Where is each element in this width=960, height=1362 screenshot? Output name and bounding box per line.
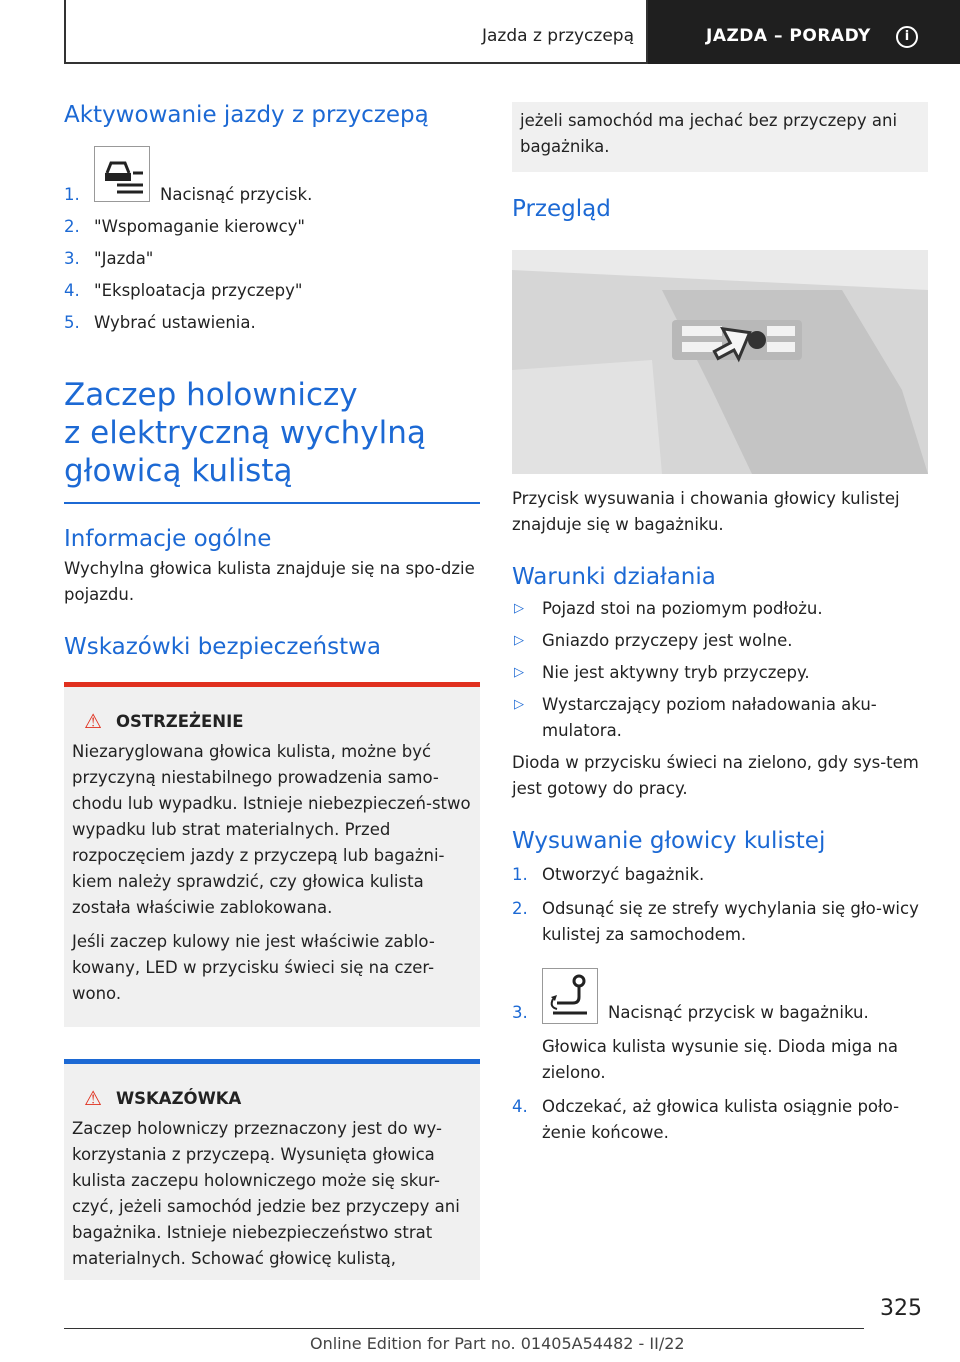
header-chapter-title: JAZDA – PORADY: [706, 26, 871, 46]
step-text: "Jazda": [94, 249, 154, 268]
general-text: Wychylna głowica kulista znajduje się na spo-dzie pojazdu.: [64, 559, 475, 604]
info-icon: i: [896, 26, 918, 48]
list-item: [64, 214, 480, 240]
step-subtext: Głowica kulista wysunie się. Dioda miga na zielono.: [542, 1037, 899, 1082]
condition-text: Nie jest aktywny tryb przyczepy.: [542, 663, 810, 682]
warning-triangle-icon: ⚠: [84, 1086, 102, 1110]
warning-triangle-icon: ⚠: [84, 709, 102, 733]
list-item: [512, 896, 928, 948]
led-text: Dioda w przycisku świeci na zielono, gdy sys-tem jest gotowy do pracy.: [512, 753, 919, 798]
warning-title: [72, 709, 472, 733]
condition-text: Gniazdo przyczepy jest wolne.: [542, 631, 793, 650]
note-box: [64, 1059, 480, 1280]
warning-paragraph: Niezaryglowana głowica kulista, możne być przyczyną niestabilnego prowadzenia samo-chodu lub wypadku. Istnieje niebezpieczeń-stwo wypadku lub strat materialnych. Przed rozpoczęciem jazdy z przyczepą lub bagażni-kiem należy sprawdzić, czy głowica kulista została właściwie zablokowana.: [72, 742, 471, 917]
tow-hitch-button-icon: [542, 968, 598, 1024]
main-heading-line: głowicą kulistą: [64, 453, 293, 489]
warning-paragraph: Jeśli zaczep kulowy nie jest właściwie zablo-kowany, LED w przycisku świeci się na czer-wono.: [72, 932, 435, 1003]
step-text: Odczekać, aż głowica kulista osiągnie poło-żenie końcowe.: [542, 1097, 900, 1142]
list-item: [512, 968, 928, 1086]
overview-heading: Przegląd: [512, 196, 611, 222]
right-column: [512, 100, 928, 1146]
step-number: 4.: [64, 281, 80, 300]
footer-divider: [64, 1328, 864, 1329]
step-text: "Eksploatacja przyczepy": [94, 281, 303, 300]
list-item: [64, 146, 480, 208]
list-item: [64, 246, 480, 272]
note-title-text: WSKAZÓWKA: [115, 1088, 242, 1108]
step-number: 5.: [64, 313, 80, 332]
step-number: 1.: [64, 185, 80, 204]
header-section-title: Jazda z przyczepą: [482, 26, 634, 46]
list-item: [512, 628, 928, 654]
step-text: Otworzyć bagażnik.: [542, 865, 705, 884]
step-number: 4.: [512, 1097, 528, 1116]
activation-heading: Aktywowanie jazdy z przyczepą: [64, 102, 429, 128]
main-heading-line: Zaczep holowniczy: [64, 377, 358, 413]
page-number: 325: [880, 1296, 922, 1321]
warning-box: [64, 682, 480, 1027]
conditions-list: [512, 596, 928, 744]
condition-text: Pojazd stoi na poziomym podłożu.: [542, 599, 823, 618]
list-item: [512, 1094, 928, 1146]
list-item: [512, 692, 928, 744]
step-number: 2.: [64, 217, 80, 236]
extend-heading: Wysuwanie głowicy kulistej: [512, 828, 826, 854]
bullet-triangle-icon: ▷: [514, 665, 524, 680]
bullet-triangle-icon: ▷: [514, 633, 524, 648]
note-paragraph: jeżeli samochód ma jechać bez przyczepy ani bagażnika.: [520, 111, 898, 156]
step-number: 3.: [64, 249, 80, 268]
header-chapter-tab: [648, 0, 960, 64]
condition-text: Wystarczający poziom naładowania aku-mulatora.: [542, 695, 877, 740]
step-number: 3.: [512, 1003, 528, 1022]
step-text: "Wspomaganie kierowcy": [94, 217, 306, 236]
main-heading: [64, 376, 480, 504]
conditions-heading: Warunki działania: [512, 564, 716, 590]
driver-assist-button-icon: [94, 146, 150, 202]
list-item: [64, 278, 480, 304]
step-text: Nacisnąć przycisk w bagażniku.: [608, 1003, 869, 1022]
extend-steps: [512, 862, 928, 1146]
step-number: 2.: [512, 899, 528, 918]
header-section-tab: [64, 0, 648, 64]
step-text: Wybrać ustawienia.: [94, 313, 256, 332]
bullet-triangle-icon: ▷: [514, 697, 524, 712]
warning-title-text: OSTRZEŻENIE: [115, 711, 244, 731]
overview-caption: Przycisk wysuwania i chowania głowicy kulistej znajduje się w bagażniku.: [512, 489, 900, 534]
note-continued-box: [512, 102, 928, 172]
list-item: [64, 310, 480, 336]
list-item: [512, 862, 928, 888]
bullet-triangle-icon: ▷: [514, 601, 524, 616]
step-text: Odsunąć się ze strefy wychylania się gło-wicy kulistej za samochodem.: [542, 899, 919, 944]
note-paragraph: Zaczep holowniczy przeznaczony jest do wy-korzystania z przyczepą. Wysunięta głowica kulista zaczepu holowniczego może się skur-czyć, jeżeli samochód jedzie bez przyczepy ani bagażnika. Istnieje niebezpieczeństwo strat materialnych. Schować głowicę kulistą,: [72, 1119, 460, 1268]
main-heading-line: z elektryczną wychylną: [64, 415, 426, 451]
note-title: [72, 1086, 472, 1110]
safety-heading: Wskazówki bezpieczeństwa: [64, 634, 382, 660]
list-item: [512, 596, 928, 622]
left-column: [64, 96, 480, 1280]
step-number: 1.: [512, 865, 528, 884]
step-text: Nacisnąć przycisk.: [160, 185, 313, 204]
trunk-button-photo: [512, 250, 928, 474]
footer-edition: Online Edition for Part no. 01405A54482 - II/22: [310, 1334, 685, 1353]
general-heading: Informacje ogólne: [64, 526, 272, 552]
list-item: [512, 660, 928, 686]
activation-steps: [64, 146, 480, 336]
